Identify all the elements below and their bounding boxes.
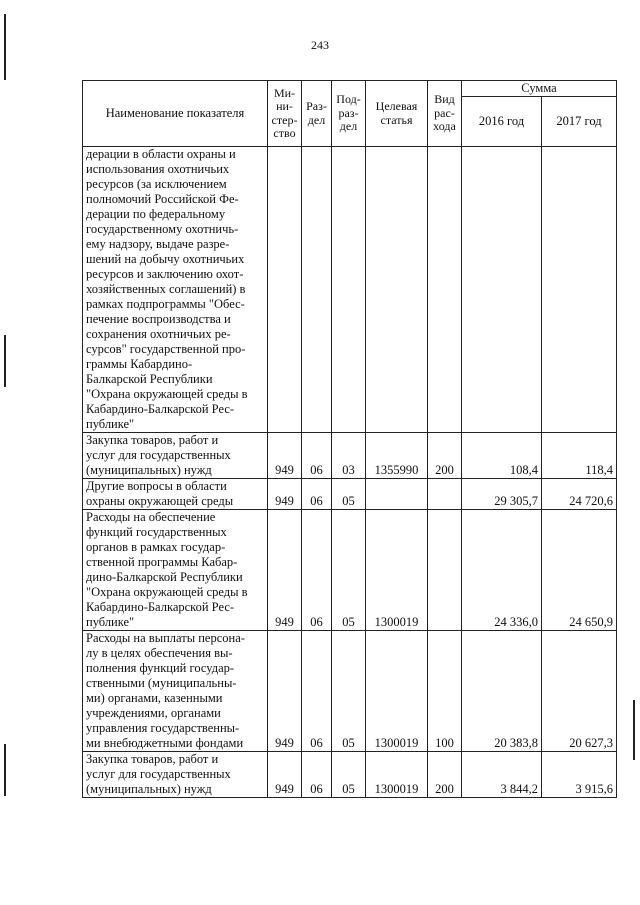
- row-ministry: 949: [268, 510, 302, 631]
- row-expense-type: 100: [428, 631, 462, 752]
- budget-table: [82, 80, 617, 798]
- row-subsection: 05: [332, 479, 366, 510]
- row-target-article: 1300019: [366, 510, 428, 631]
- row-expense-type: [428, 510, 462, 631]
- row-ministry: 949: [268, 752, 302, 798]
- header-target-article: Целевая статья: [366, 81, 428, 147]
- row-expense-type: [428, 479, 462, 510]
- header-subsection: Под- раз- дел: [332, 81, 366, 147]
- row-name: Расходы на обеспечение функций государственных органов в рамках государ- ственной программы Кабар- дино-Балкарской Республики "Охрана окружающей среды в Кабардино-Балкарской Рес- публике": [83, 510, 268, 631]
- row-target-article: [366, 147, 428, 433]
- binder-mark-mid-left: [4, 335, 6, 387]
- row-sum-2017: 24 720,6: [542, 479, 617, 510]
- row-sum-2017: 24 650,9: [542, 510, 617, 631]
- row-sum-2017: 118,4: [542, 433, 617, 479]
- header-year-2016: 2016 год: [462, 97, 542, 147]
- page-number: 243: [311, 38, 329, 52]
- binder-mark-bottom-left: [4, 744, 6, 796]
- table-row: [83, 433, 617, 479]
- row-sum-2017: [542, 147, 617, 433]
- row-subsection: 05: [332, 510, 366, 631]
- header-section: Раз- дел: [302, 81, 332, 147]
- row-subsection: [332, 147, 366, 433]
- row-target-article: 1300019: [366, 631, 428, 752]
- row-expense-type: 200: [428, 433, 462, 479]
- row-section: 06: [302, 752, 332, 798]
- header-ministry: Ми- ни- стер- ство: [268, 81, 302, 147]
- row-ministry: 949: [268, 479, 302, 510]
- row-sum-2017: 20 627,3: [542, 631, 617, 752]
- table-row: [83, 752, 617, 798]
- table-row: [83, 479, 617, 510]
- row-sum-2017: 3 915,6: [542, 752, 617, 798]
- row-name: дерации в области охраны и использования охотничьих ресурсов (за исключением полномочий Российской Фе- дерации по федеральному государственному охотничь- ему надзору, выдаче разре- шений на добычу охотничьих ресурсов и заключению охот- хозяйственных соглашений) в рамках подпрограммы "Обес- печение воспроизводства и сохранения охотничьих ре- сурсов" государственной про- граммы Кабардино- Балкарской Республики "Охрана окружающей среды в Кабардино-Балкарской Рес- публике": [83, 147, 268, 433]
- row-subsection: 05: [332, 752, 366, 798]
- binder-mark-right: [633, 700, 635, 760]
- row-sum-2016: 29 305,7: [462, 479, 542, 510]
- row-target-article: 1355990: [366, 433, 428, 479]
- header-expense-type: Вид рас- хода: [428, 81, 462, 147]
- row-section: 06: [302, 631, 332, 752]
- header-year-2017: 2017 год: [542, 97, 617, 147]
- table-row: [83, 510, 617, 631]
- row-section: 06: [302, 510, 332, 631]
- row-ministry: [268, 147, 302, 433]
- header-name: Наименование показателя: [83, 81, 268, 147]
- row-expense-type: [428, 147, 462, 433]
- table-row: [83, 631, 617, 752]
- row-sum-2016: [462, 147, 542, 433]
- row-name: Расходы на выплаты персона- лу в целях обеспечения вы- полнения функций государ- ственными (муниципальны- ми) органами, казенными учреждениями, органами управления государственны- ми внебюджетными фондами: [83, 631, 268, 752]
- row-subsection: 03: [332, 433, 366, 479]
- row-subsection: 05: [332, 631, 366, 752]
- row-section: 06: [302, 479, 332, 510]
- row-target-article: [366, 479, 428, 510]
- row-section: 06: [302, 433, 332, 479]
- row-ministry: 949: [268, 433, 302, 479]
- row-sum-2016: 3 844,2: [462, 752, 542, 798]
- row-target-article: 1300019: [366, 752, 428, 798]
- row-section: [302, 147, 332, 433]
- row-sum-2016: 24 336,0: [462, 510, 542, 631]
- table-row: [83, 147, 617, 433]
- row-name: Другие вопросы в области охраны окружающей среды: [83, 479, 268, 510]
- binder-mark-top-left: [4, 14, 6, 80]
- row-name: Закупка товаров, работ и услуг для государственных (муниципальных) нужд: [83, 752, 268, 798]
- row-name: Закупка товаров, работ и услуг для государственных (муниципальных) нужд: [83, 433, 268, 479]
- row-ministry: 949: [268, 631, 302, 752]
- row-sum-2016: 20 383,8: [462, 631, 542, 752]
- row-expense-type: 200: [428, 752, 462, 798]
- header-sum: Сумма: [462, 81, 617, 97]
- row-sum-2016: 108,4: [462, 433, 542, 479]
